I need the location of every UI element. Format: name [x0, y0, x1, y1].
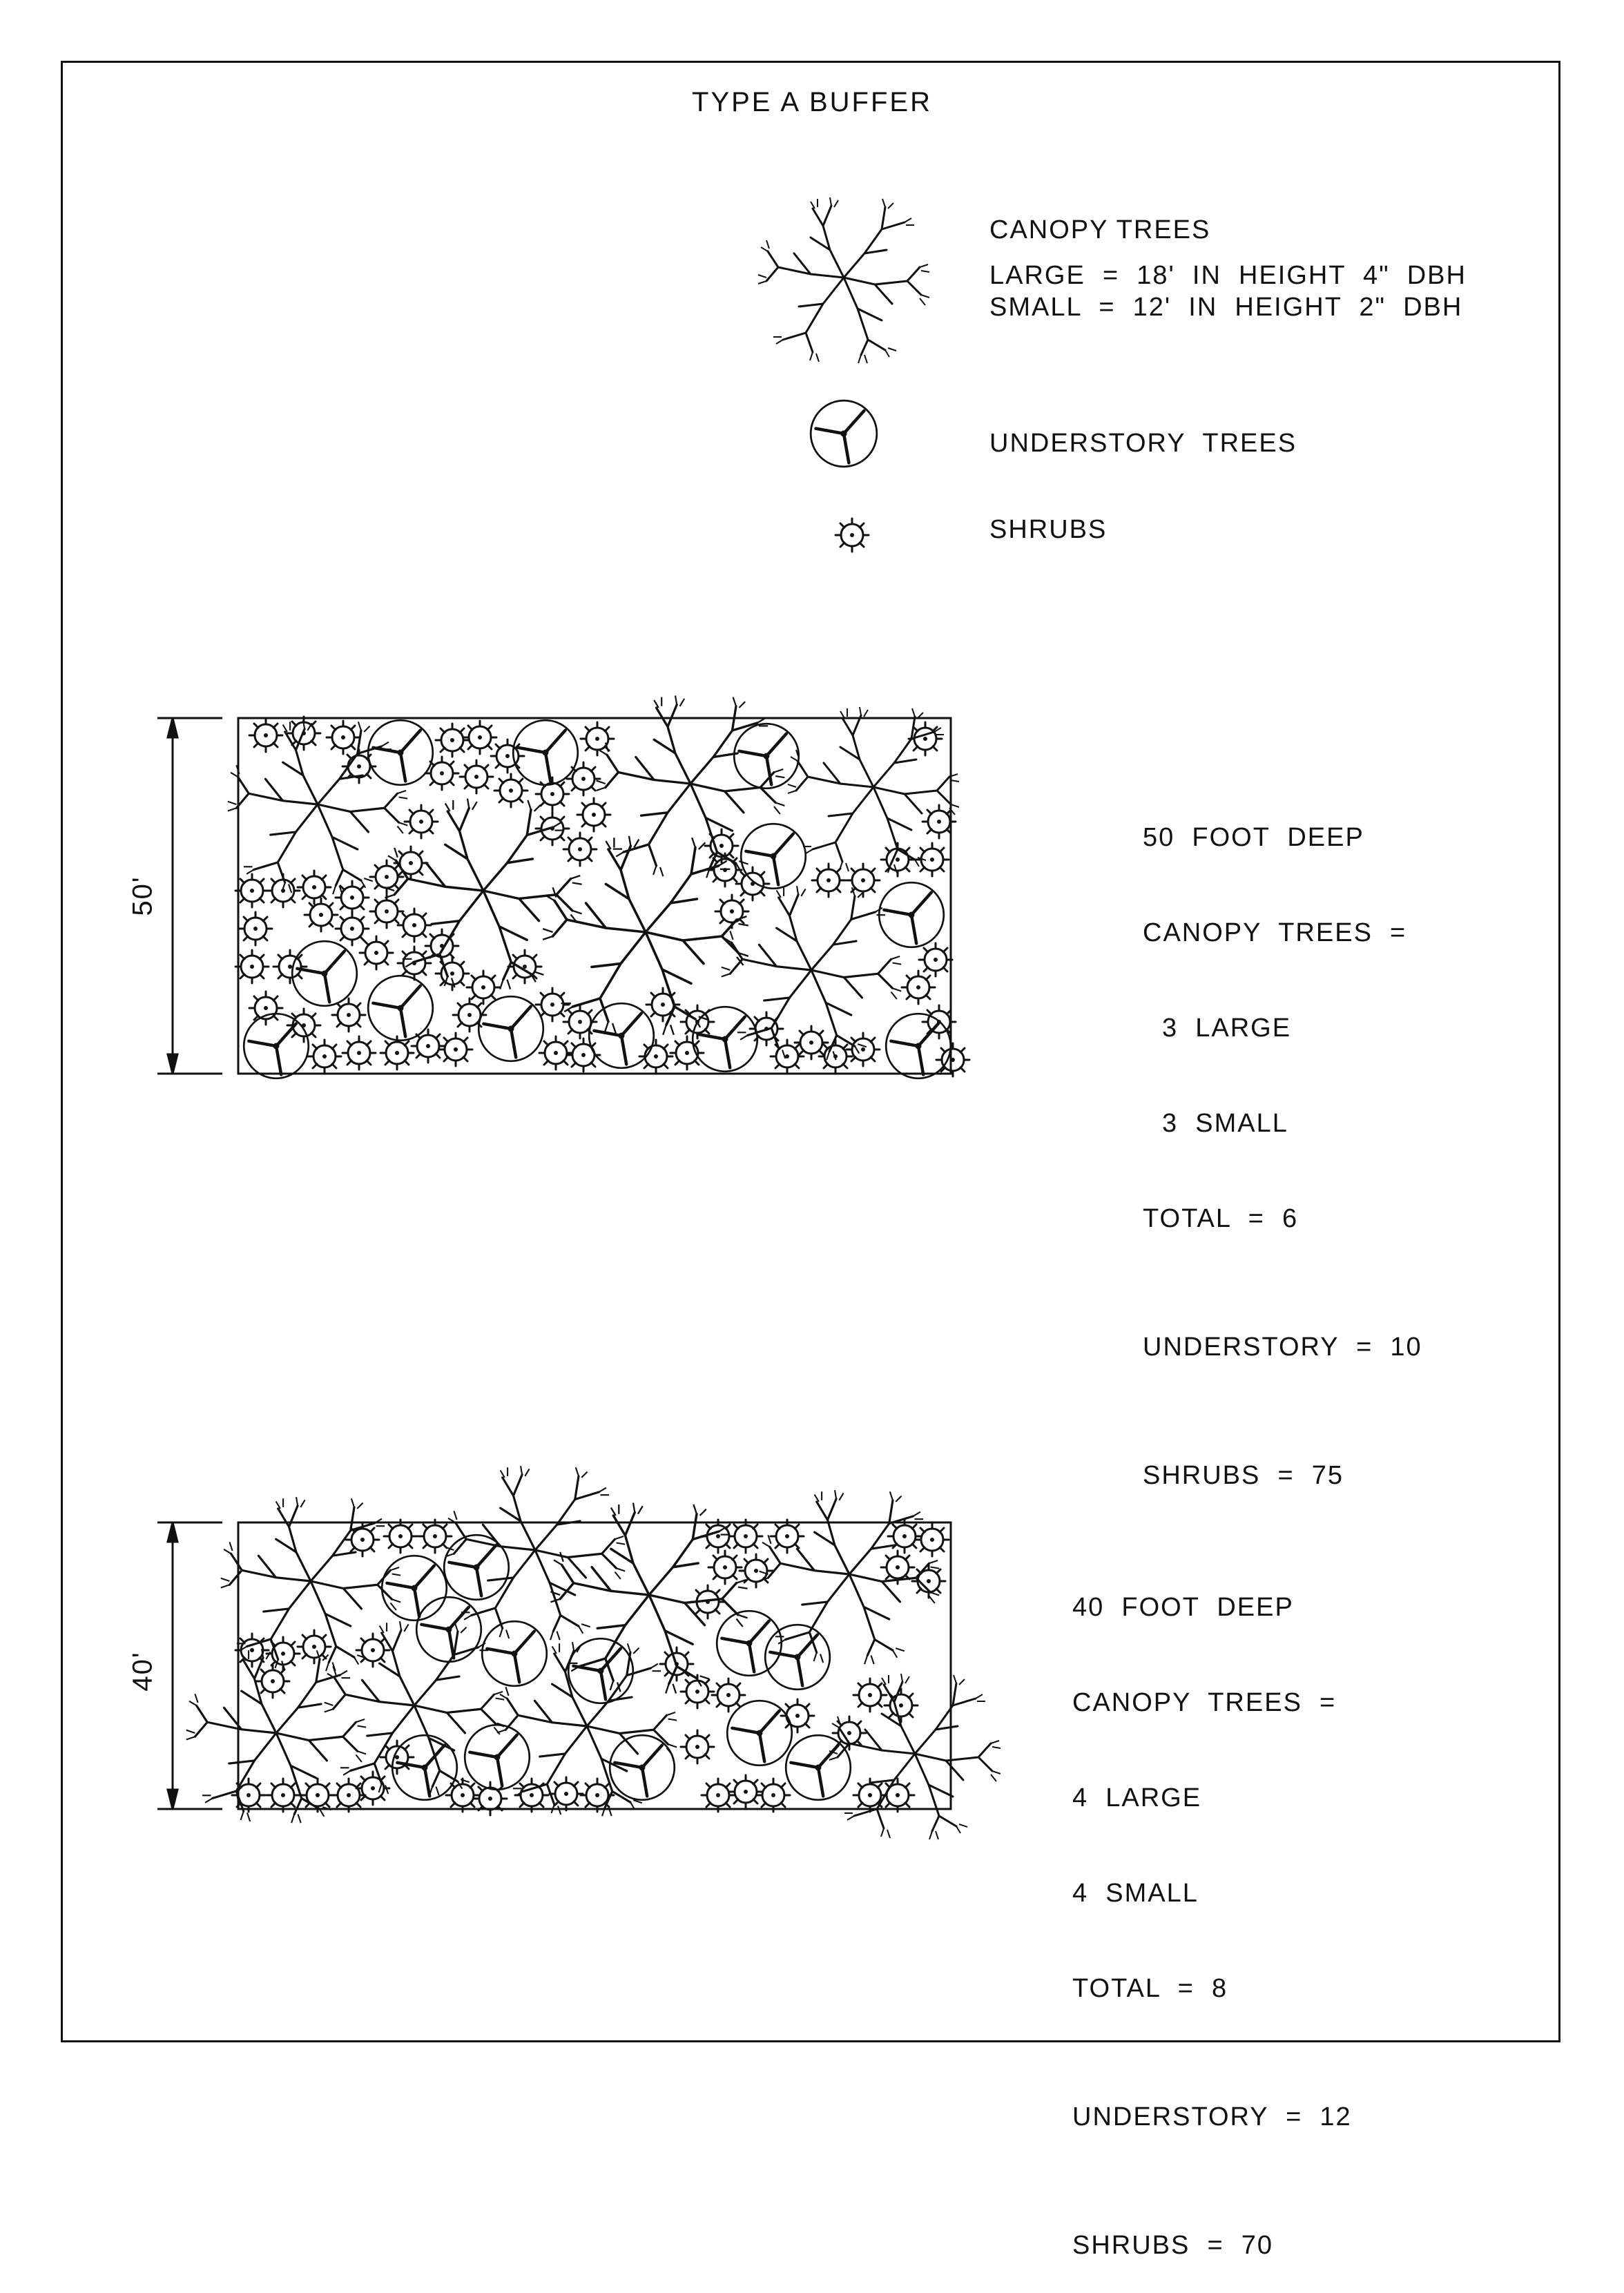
plan-40-foot: [157, 1466, 1000, 1839]
plan-40-understory: UNDERSTORY = 12: [1072, 2102, 1352, 2131]
legend-canopy-heading: CANOPY TREES: [989, 215, 1211, 244]
plan-50-line3: 3 LARGE: [1162, 1014, 1292, 1043]
plan-40-line3: 4 LARGE: [1072, 1783, 1202, 1812]
plan-50-line1: 50 FOOT DEEP: [1143, 823, 1364, 852]
plan-40-notes: [1072, 1528, 1352, 2293]
legend-shrubs-label: SHRUBS: [989, 515, 1108, 544]
plan-50-dimension-line: [157, 718, 222, 1074]
legend-canopy-text: [989, 214, 1467, 323]
plan-50-line5: TOTAL = 6: [1143, 1204, 1299, 1233]
legend-canopy-large: LARGE = 18' IN HEIGHT 4" DBH: [989, 261, 1467, 290]
drawing-title: TYPE A BUFFER: [692, 87, 932, 117]
understory-tree-icon: [811, 400, 877, 467]
plan-40-understory-trees: [382, 1535, 851, 1800]
plan-50-line4: 3 SMALL: [1162, 1109, 1288, 1138]
plan-50-shrubs: SHRUBS = 75: [1143, 1461, 1344, 1490]
plan-40-line1: 40 FOOT DEEP: [1072, 1593, 1294, 1622]
plan-50-understory: UNDERSTORY = 10: [1143, 1333, 1422, 1362]
canopy-tree-icon: [758, 197, 929, 363]
plan-40-shrubs: SHRUBS = 70: [1072, 2231, 1274, 2260]
legend-understory-label: UNDERSTORY TREES: [989, 429, 1297, 458]
plan-40-line4: 4 SMALL: [1072, 1879, 1199, 1908]
plan-40-line2: CANOPY TREES =: [1072, 1688, 1337, 1717]
plan-50-line2: CANOPY TREES =: [1143, 918, 1407, 947]
plan-40-line5: TOTAL = 8: [1072, 1974, 1228, 2003]
plan-40-dimension-line: [157, 1522, 222, 1809]
plan-50-dimension-label: 50': [127, 875, 158, 916]
legend-canopy-small: SMALL = 12' IN HEIGHT 2" DBH: [989, 293, 1463, 322]
plan-50-notes: [1143, 758, 1422, 1523]
plan-40-dimension-label: 40': [127, 1651, 158, 1692]
plan-50-foot: [157, 695, 969, 1078]
shrub-icon: [835, 519, 869, 552]
